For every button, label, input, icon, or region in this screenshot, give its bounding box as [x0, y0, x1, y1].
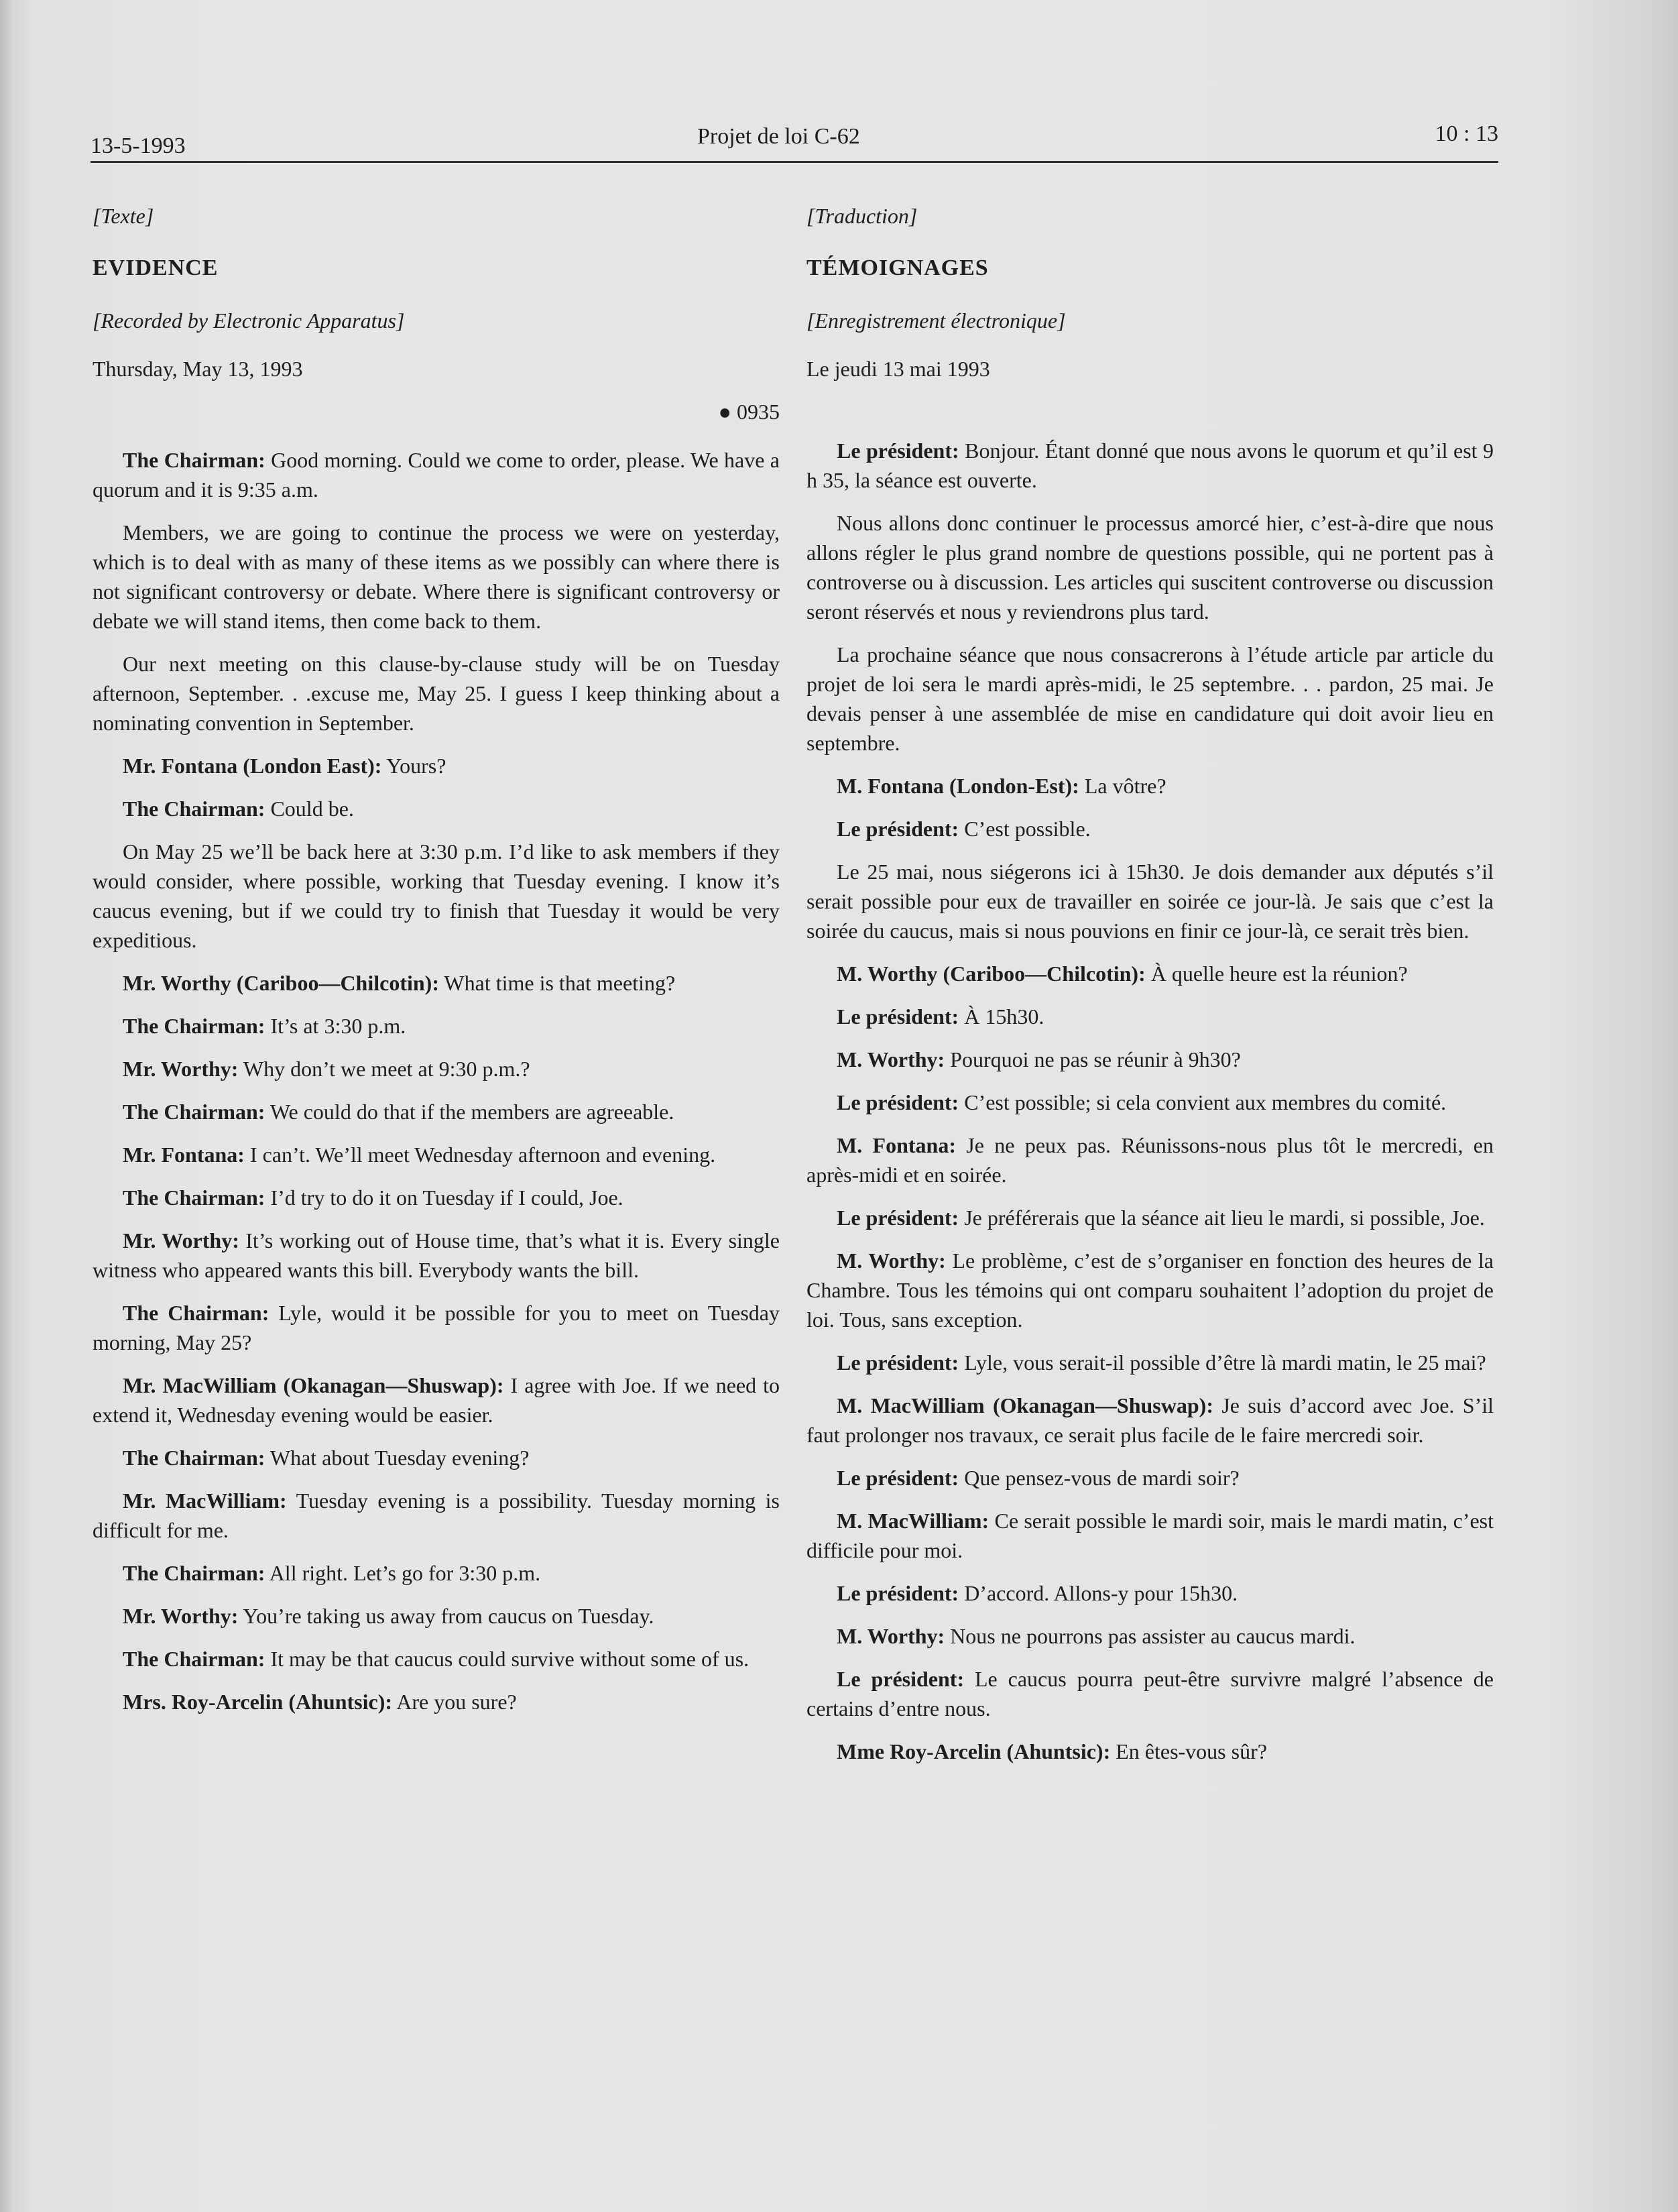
transcript-paragraph: [93, 1298, 780, 1357]
french-tag-close: ]: [908, 204, 918, 228]
transcript-paragraph: [806, 1348, 1494, 1377]
paragraph-text: Le problème, c’est de s’organiser en fonction des heures de la Chambre. Tous les témoins qui ont comparu souhaitent l’adoption du projet de loi. Tous, sans exception.: [806, 1248, 1494, 1332]
transcript-paragraph: [93, 1486, 780, 1545]
paragraph-text: Que pensez-vous de mardi soir?: [959, 1466, 1240, 1490]
speaker-name: Mr. MacWilliam:: [123, 1489, 287, 1513]
paragraph-text: Ce serait possible le mardi soir, mais le mardi matin, c’est difficile pour moi.: [806, 1509, 1494, 1562]
paragraph-text: La vôtre?: [1079, 774, 1166, 798]
paragraph-text: Members, we are going to continue the process we were on yesterday, which is to deal with as many of these items as we possibly can where there is not significant controversy or debate. Where there is significant controversy or debate we will stand items, then come back to them.: [93, 520, 780, 633]
paragraph-text: La prochaine séance que nous consacrerons à l’étude article par article du projet de loi sera le mardi après-midi, le 25 septembre. . . pardon, 25 mai. Je devais penser à une assemblée de mise en candidature qui doit avoir lieu en septembre.: [806, 642, 1494, 755]
speaker-name: Le président:: [837, 817, 959, 841]
transcript-paragraph: [93, 1054, 780, 1084]
transcript-paragraph: [93, 1371, 780, 1430]
transcript-paragraph: [806, 1045, 1494, 1074]
transcript-paragraph: [93, 649, 780, 738]
page-header: [91, 117, 1498, 164]
transcript-paragraph: [93, 1558, 780, 1588]
speaker-name: Mr. Worthy:: [123, 1228, 239, 1253]
speaker-name: M. Fontana (London-Est):: [837, 774, 1079, 798]
speaker-name: Mr. Worthy (Cariboo—Chilcotin):: [123, 971, 439, 995]
transcript-paragraph: [806, 508, 1494, 626]
paragraph-text: Je suis d’accord avec Joe. S’il faut prolonger nos travaux, ce serait plus facile de le faire mercredi soir.: [806, 1393, 1494, 1447]
transcript-paragraph: [806, 857, 1494, 945]
paragraph-text: Could be.: [265, 797, 354, 821]
paragraph-text: All right. Let’s go for 3:30 p.m.: [265, 1561, 541, 1585]
transcript-paragraph: [93, 1183, 780, 1212]
transcript-paragraph: [93, 1601, 780, 1631]
speaker-name: M. Fontana:: [837, 1133, 956, 1157]
paragraph-text: What about Tuesday evening?: [265, 1446, 530, 1470]
paragraph-text: It may be that caucus could survive without some of us.: [265, 1647, 750, 1671]
speaker-name: Le président:: [837, 1581, 959, 1605]
speaker-name: M. Worthy:: [837, 1248, 946, 1273]
paragraph-text: Our next meeting on this clause-by-clause study will be on Tuesday afternoon, September. . .excuse me, May 25. I guess I keep thinking about a nominating convention in September.: [93, 652, 780, 735]
speaker-name: Mr. Fontana (London East):: [123, 754, 382, 778]
paragraph-text: Nous ne pourrons pas assister au caucus mardi.: [945, 1624, 1356, 1648]
speaker-name: The Chairman:: [123, 797, 265, 821]
header-date: 13-5-1993: [91, 133, 186, 158]
english-column: [93, 201, 780, 1730]
paragraph-text: D’accord. Allons-y pour 15h30.: [959, 1581, 1238, 1605]
transcript-paragraph: [93, 1140, 780, 1169]
paragraph-text: I can’t. We’ll meet Wednesday afternoon and evening.: [244, 1143, 716, 1167]
transcript-paragraph: [806, 1002, 1494, 1031]
speaker-name: Le président:: [837, 1667, 965, 1691]
paragraph-text: En êtes-vous sûr?: [1110, 1739, 1267, 1763]
paragraph-text: Good morning. Could we come to order, please. We have a quorum and it is 9:35 a.m.: [93, 448, 780, 502]
paragraph-text: You’re taking us away from caucus on Tuesday.: [238, 1604, 654, 1628]
transcript-paragraph: [806, 1203, 1494, 1232]
paragraph-text: C’est possible.: [959, 817, 1091, 841]
transcript-paragraph: [806, 1737, 1494, 1766]
transcript-paragraph: [806, 1463, 1494, 1493]
speaker-name: Mr. Fontana:: [123, 1143, 245, 1167]
transcript-paragraph: [93, 968, 780, 998]
transcript-paragraph: [93, 837, 780, 955]
english-source-tag: [93, 201, 780, 231]
transcript-paragraph: [93, 445, 780, 504]
paragraph-text: Yours?: [381, 754, 446, 778]
transcript-paragraph: [806, 959, 1494, 988]
transcript-paragraph: [93, 1097, 780, 1126]
transcript-paragraph: [93, 751, 780, 780]
speaker-name: M. MacWilliam (Okanagan—Shuswap):: [837, 1393, 1213, 1417]
speaker-name: The Chairman:: [123, 1301, 269, 1325]
page-binding-edge: [0, 0, 15, 2212]
english-tag-open: [: [93, 204, 101, 228]
transcript-paragraph: [806, 1578, 1494, 1608]
header-title: Projet de loi C-62: [697, 124, 860, 149]
transcript-paragraph: [93, 518, 780, 636]
paragraph-text: C’est possible; si cela convient aux membres du comité.: [959, 1090, 1447, 1114]
header-rule: [91, 161, 1498, 163]
paragraph-text: Le caucus pourra peut-être survivre malgré l’absence de certains d’entre nous.: [806, 1667, 1494, 1721]
paragraph-text: Lyle, would it be possible for you to meet on Tuesday morning, May 25?: [93, 1301, 780, 1354]
english-recorded-note: [Recorded by Electronic Apparatus]: [93, 308, 405, 333]
french-transcript: [806, 436, 1494, 1766]
paragraph-text: Pourquoi ne pas se réunir à 9h30?: [945, 1047, 1241, 1071]
french-column: [806, 201, 1494, 1780]
french-tag-text: Traduction: [815, 204, 909, 228]
english-tag-close: ]: [145, 204, 154, 228]
speaker-name: M. MacWilliam:: [837, 1509, 990, 1533]
speaker-name: Le président:: [837, 1350, 959, 1375]
english-transcript: [93, 445, 780, 1716]
paragraph-text: Je préférerais que la séance ait lieu le mardi, si possible, Joe.: [959, 1206, 1485, 1230]
transcript-paragraph: [806, 1664, 1494, 1723]
transcript-paragraph: [93, 1687, 780, 1716]
paragraph-text: I agree with Joe. If we need to extend it, Wednesday evening would be easier.: [93, 1373, 780, 1427]
transcript-paragraph: [806, 1130, 1494, 1189]
speaker-name: M. Worthy (Cariboo—Chilcotin):: [837, 962, 1146, 986]
transcript-paragraph: [806, 640, 1494, 758]
speaker-name: Mr. Worthy:: [123, 1057, 239, 1081]
speaker-name: Mr. Worthy:: [123, 1604, 239, 1628]
speaker-name: Le président:: [837, 1206, 959, 1230]
speaker-name: The Chairman:: [123, 1561, 265, 1585]
speaker-name: Mrs. Roy-Arcelin (Ahuntsic):: [123, 1690, 393, 1714]
paragraph-text: À quelle heure est la réunion?: [1145, 962, 1408, 986]
paragraph-text: Le 25 mai, nous siégerons ici à 15h30. Je dois demander aux députés s’il serait possible pour eux de travailler en soirée ce jour-là. Je sais que c’est la soirée du caucus, mais si nous pouvions en finir ce jour-là, ce serait très bien.: [806, 860, 1494, 943]
speaker-name: M. Worthy:: [837, 1624, 945, 1648]
paragraph-text: Why don’t we meet at 9:30 p.m.?: [238, 1057, 530, 1081]
speaker-name: The Chairman:: [123, 1647, 265, 1671]
speaker-name: The Chairman:: [123, 1014, 265, 1038]
transcript-paragraph: [93, 1443, 780, 1472]
transcript-paragraph: [806, 814, 1494, 843]
speaker-name: M. Worthy:: [837, 1047, 945, 1071]
transcript-paragraph: [806, 1621, 1494, 1651]
paragraph-text: Nous allons donc continuer le processus amorcé hier, c’est-à-dire que nous allons régler le plus grand nombre de questions possible, qui ne portent pas à controverse ou à discussion. Les articles qui suscitent controverse ou discussion seront réservés et nous y reviendrons plus tard.: [806, 511, 1494, 624]
speaker-name: Le président:: [837, 439, 959, 463]
transcript-paragraph: [93, 1226, 780, 1285]
transcript-paragraph: [93, 794, 780, 823]
paragraph-text: On May 25 we’ll be back here at 3:30 p.m. I’d like to ask members if they would consider, where possible, working that Tuesday evening. I know it’s caucus evening, but if we could try to finish that Tuesday it would be very expeditious.: [93, 839, 780, 952]
french-tag-open: [: [806, 204, 815, 228]
transcript-paragraph: [806, 771, 1494, 801]
speaker-name: The Chairman:: [123, 1446, 265, 1470]
english-tag-text: Texte: [101, 204, 145, 228]
transcript-paragraph: [806, 1246, 1494, 1334]
french-date: Le jeudi 13 mai 1993: [806, 357, 990, 381]
french-recorded-note: [Enregistrement électronique]: [806, 308, 1066, 333]
paragraph-text: What time is that meeting?: [438, 971, 676, 995]
header-page-number: 10 : 13: [1435, 121, 1498, 146]
paragraph-text: We could do that if the members are agreeable.: [265, 1100, 674, 1124]
paragraph-text: It’s working out of House time, that’s what it is. Every single witness who appeared wants this bill. Everybody wants the bill.: [93, 1228, 780, 1282]
speaker-name: Le président:: [837, 1466, 959, 1490]
speaker-name: The Chairman:: [123, 448, 265, 472]
paragraph-text: À 15h30.: [959, 1004, 1044, 1029]
french-source-tag: [806, 201, 1494, 231]
paragraph-text: Bonjour. Étant donné que nous avons le quorum et qu’il est 9 h 35, la séance est ouverte.: [806, 439, 1494, 492]
paragraph-text: Are you sure?: [392, 1690, 517, 1714]
time-marker: ● 0935: [718, 400, 780, 424]
paragraph-text: Tuesday evening is a possibility. Tuesday morning is difficult for me.: [93, 1489, 780, 1542]
speaker-name: Mr. MacWilliam (Okanagan—Shuswap):: [123, 1373, 504, 1397]
transcript-paragraph: [806, 1506, 1494, 1565]
english-date: Thursday, May 13, 1993: [93, 357, 303, 381]
paragraph-text: Lyle, vous serait-il possible d’être là mardi matin, le 25 mai?: [959, 1350, 1486, 1375]
transcript-paragraph: [93, 1011, 780, 1041]
transcript-paragraph: [93, 1644, 780, 1674]
english-heading: EVIDENCE: [93, 255, 219, 280]
transcript-paragraph: [806, 1391, 1494, 1450]
french-time-spacer: [806, 397, 1494, 436]
transcript-paragraph: [806, 1088, 1494, 1117]
paragraph-text: It’s at 3:30 p.m.: [265, 1014, 406, 1038]
paragraph-text: Je ne peux pas. Réunissons-nous plus tôt le mercredi, en après-midi et en soirée.: [806, 1133, 1494, 1187]
speaker-name: The Chairman:: [123, 1185, 265, 1210]
speaker-name: Mme Roy-Arcelin (Ahuntsic):: [837, 1739, 1111, 1763]
transcript-paragraph: [806, 436, 1494, 495]
french-heading: TÉMOIGNAGES: [806, 255, 989, 280]
speaker-name: The Chairman:: [123, 1100, 265, 1124]
paragraph-text: I’d try to do it on Tuesday if I could, Joe.: [265, 1185, 623, 1210]
speaker-name: Le président:: [837, 1090, 959, 1114]
speaker-name: Le président:: [837, 1004, 959, 1029]
